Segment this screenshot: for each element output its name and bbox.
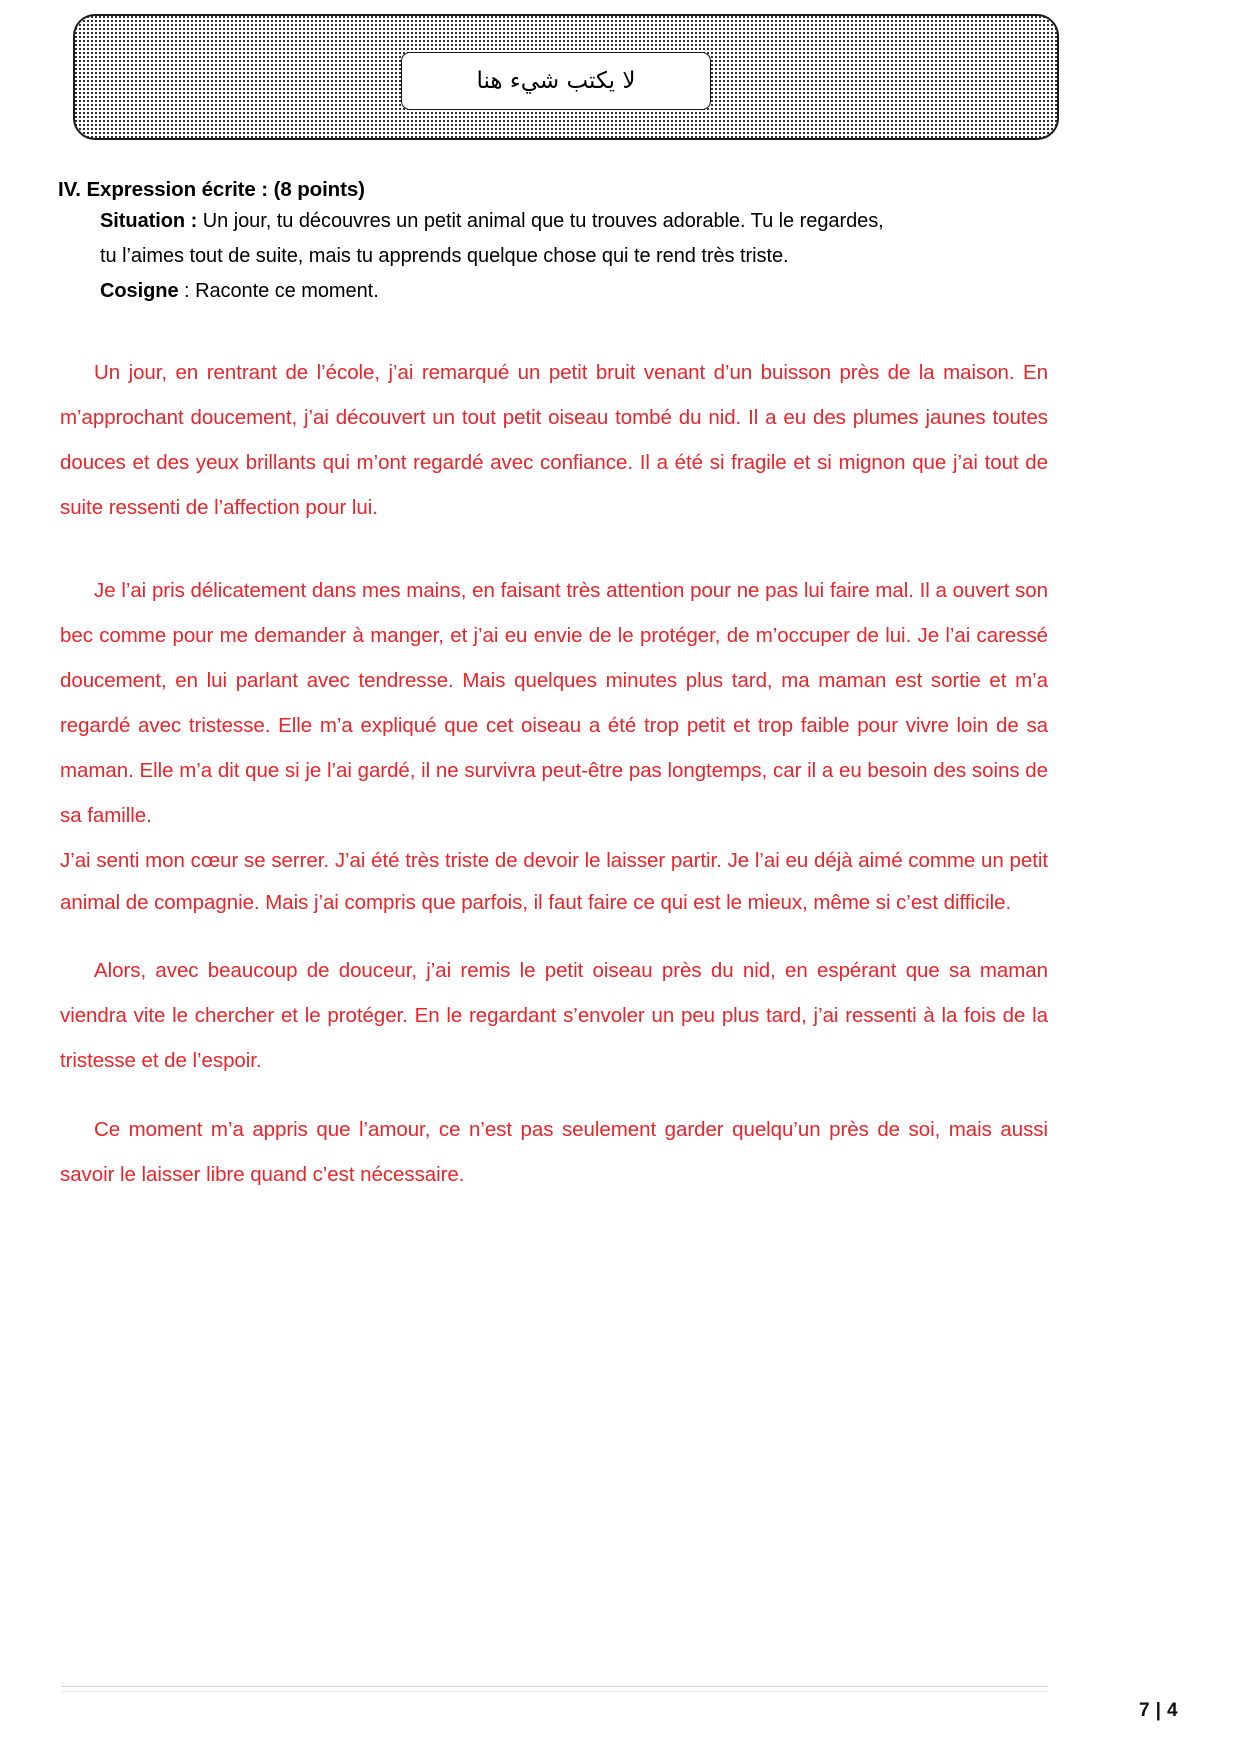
student-answer-body (60, 350, 1048, 1197)
paragraph-spacer (60, 530, 1048, 568)
paragraph-spacer (60, 924, 1048, 948)
situation-line-2 (100, 239, 1058, 274)
answer-paragraph-4: Alors, avec beaucoup de douceur, j’ai remis le petit oiseau près du nid, en espérant que sa maman viendra vite le chercher et le protéger. En le regardant s’envoler un peu plus tard, j’ai ressenti à la fois de la tristesse et de l’espoir. (60, 959, 1048, 1072)
answer-paragraph-3: J’ai senti mon cœur se serrer. J’ai été très triste de devoir le laisser partir. Je l’ai eu déjà aimé comme un petit animal de compagnie. Mais j’ai compris que parfois, il faut faire ce qui est le mieux, même si c’est difficile. (60, 849, 1048, 914)
exercise-title: IV. Expression écrite : (8 points) (58, 178, 365, 201)
page-number: 7 | 4 (1138, 1700, 1178, 1721)
cosigne-line (100, 274, 1058, 309)
paragraph-spacer (60, 1083, 1048, 1107)
situation-text-2: tu l’aimes tout de suite, mais tu apprends quelque chose qui te rend très triste. (100, 245, 789, 267)
situation-text-1: Un jour, tu découvres un petit animal que tu trouves adorable. Tu le regardes, (197, 210, 884, 232)
answer-paragraph-5: Ce moment m’a appris que l’amour, ce n’est pas seulement garder quelqu’un près de soi, mais aussi savoir le laisser libre quand c’est nécessaire. (60, 1118, 1048, 1186)
cosigne-text: : Raconte ce moment. (178, 280, 379, 302)
footer-divider (62, 1686, 1048, 1687)
do-not-write-banner (73, 14, 1059, 140)
answer-paragraph-1: Un jour, en rentrant de l’école, j’ai remarqué un petit bruit venant d’un buisson près de la maison. En m’approchant doucement, j’ai découvert un tout petit oiseau tombé du nid. Il a eu des plumes jaunes toutes douces et des yeux brillants qui m’ont regardé avec confiance. Il a été si fragile et si mignon que j’ai tout de suite ressenti de l’affection pour lui. (60, 361, 1048, 519)
banner-notice-box (401, 52, 711, 110)
situation-line-1 (100, 204, 1058, 239)
exercise-heading-block (58, 176, 1058, 309)
answer-paragraph-2: Je l’ai pris délicatement dans mes mains, en faisant très attention pour ne pas lui faire mal. Il a ouvert son bec comme pour me demander à manger, et j’ai eu envie de le protéger, de m’occuper de lui. Je l’ai caressé doucement, en lui parlant avec tendresse. Mais quelques minutes plus tard, ma maman est sortie et m’a regardé avec tristesse. Elle m’a expliqué que cet oiseau a été trop petit et trop faible pour vivre loin de sa maman. Elle m’a dit que si je l’ai gardé, il ne survivra peut-être pas longtemps, car il a eu besoin des soins de sa famille. (60, 579, 1048, 827)
footer-divider-secondary (62, 1691, 1048, 1692)
situation-label: Situation : (100, 210, 198, 232)
cosigne-label: Cosigne (100, 280, 179, 302)
banner-notice-text: لا يكتب شيء هنا (476, 68, 636, 94)
